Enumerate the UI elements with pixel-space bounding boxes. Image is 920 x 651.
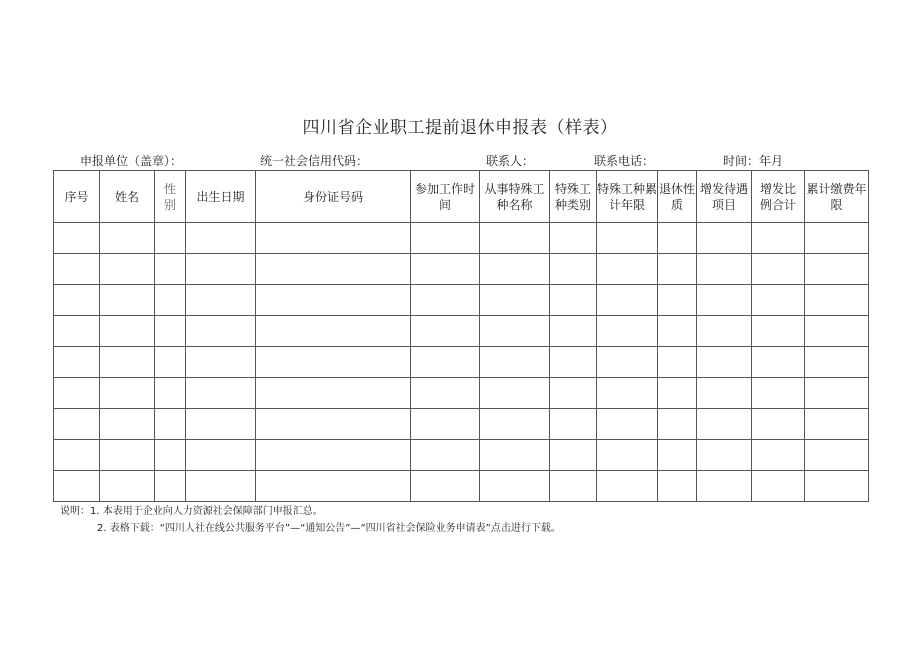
credit-code-label: 统一社会信用代码： bbox=[260, 154, 369, 168]
reporting-unit-label: 申报单位（盖章）： bbox=[80, 154, 183, 168]
table-cell[interactable] bbox=[256, 471, 411, 502]
table-cell[interactable] bbox=[697, 409, 752, 440]
table-row bbox=[54, 285, 869, 316]
table-cell[interactable] bbox=[411, 223, 480, 254]
table-cell[interactable] bbox=[480, 378, 550, 409]
table-cell[interactable] bbox=[597, 378, 658, 409]
table-header-row bbox=[54, 171, 869, 223]
table-cell[interactable] bbox=[480, 223, 550, 254]
note-2-label: 2. bbox=[97, 523, 107, 534]
col-special-job-years: 特殊工种累 计年限 bbox=[597, 171, 658, 223]
contact-phone-label: 联系电话： bbox=[594, 154, 655, 168]
table-cell[interactable] bbox=[186, 378, 256, 409]
table-cell[interactable] bbox=[550, 285, 597, 316]
col-seq: 序号 bbox=[54, 171, 100, 223]
col-id-number: 身份证号码 bbox=[256, 171, 411, 223]
table-cell[interactable] bbox=[597, 409, 658, 440]
table-row bbox=[54, 471, 869, 502]
table-cell[interactable] bbox=[805, 347, 869, 378]
table-cell[interactable] bbox=[54, 409, 100, 440]
table-row bbox=[54, 440, 869, 471]
table-cell[interactable] bbox=[752, 347, 805, 378]
table-row bbox=[54, 316, 869, 347]
table-cell[interactable] bbox=[752, 409, 805, 440]
early-retirement-table bbox=[53, 170, 869, 502]
table-cell[interactable] bbox=[658, 471, 697, 502]
table-cell[interactable] bbox=[100, 316, 155, 347]
table-cell[interactable] bbox=[54, 223, 100, 254]
table-cell[interactable] bbox=[697, 223, 752, 254]
table-row bbox=[54, 409, 869, 440]
table-row bbox=[54, 347, 869, 378]
table-cell[interactable] bbox=[480, 254, 550, 285]
table-cell[interactable] bbox=[155, 347, 186, 378]
table-cell[interactable] bbox=[100, 409, 155, 440]
table-cell[interactable] bbox=[186, 316, 256, 347]
col-increase-item: 增发待遇 项目 bbox=[697, 171, 752, 223]
table-cell[interactable] bbox=[480, 471, 550, 502]
table-body bbox=[54, 223, 869, 502]
table-cell[interactable] bbox=[697, 254, 752, 285]
note-1-label: 说明：1. bbox=[60, 506, 100, 517]
table-cell[interactable] bbox=[752, 440, 805, 471]
table-cell[interactable] bbox=[550, 254, 597, 285]
table-cell[interactable] bbox=[805, 440, 869, 471]
table-cell[interactable] bbox=[411, 409, 480, 440]
table-cell[interactable] bbox=[186, 254, 256, 285]
table-cell[interactable] bbox=[54, 471, 100, 502]
table-cell[interactable] bbox=[805, 409, 869, 440]
table-cell[interactable] bbox=[697, 440, 752, 471]
col-gender: 性 别 bbox=[155, 171, 186, 223]
table-cell[interactable] bbox=[697, 471, 752, 502]
table-cell[interactable] bbox=[100, 285, 155, 316]
table-row bbox=[54, 254, 869, 285]
table-cell[interactable] bbox=[658, 347, 697, 378]
table-cell[interactable] bbox=[155, 471, 186, 502]
table-cell[interactable] bbox=[411, 471, 480, 502]
table-cell[interactable] bbox=[697, 378, 752, 409]
table-cell[interactable] bbox=[411, 285, 480, 316]
table-cell[interactable] bbox=[550, 347, 597, 378]
col-name: 姓名 bbox=[100, 171, 155, 223]
table-cell[interactable] bbox=[100, 378, 155, 409]
table-cell[interactable] bbox=[658, 254, 697, 285]
table-cell[interactable] bbox=[658, 378, 697, 409]
table-cell[interactable] bbox=[54, 254, 100, 285]
table-cell[interactable] bbox=[100, 347, 155, 378]
date-label: 时间：年月 bbox=[723, 154, 784, 168]
col-contribution-years: 累计缴费年 限 bbox=[805, 171, 869, 223]
table-cell[interactable] bbox=[155, 440, 186, 471]
table-cell[interactable] bbox=[697, 316, 752, 347]
table-cell[interactable] bbox=[256, 440, 411, 471]
table-cell[interactable] bbox=[54, 378, 100, 409]
table-cell[interactable] bbox=[597, 254, 658, 285]
table-cell[interactable] bbox=[411, 316, 480, 347]
table-cell[interactable] bbox=[411, 347, 480, 378]
table-cell[interactable] bbox=[256, 378, 411, 409]
table-cell[interactable] bbox=[752, 285, 805, 316]
note-1 bbox=[60, 502, 323, 517]
table-cell[interactable] bbox=[411, 440, 480, 471]
table-cell[interactable] bbox=[186, 409, 256, 440]
table-cell[interactable] bbox=[752, 471, 805, 502]
table-cell[interactable] bbox=[805, 223, 869, 254]
col-work-start: 参加工作时 间 bbox=[411, 171, 480, 223]
note-1-text: 本表用于企业向人力资源社会保障部门申报汇总。 bbox=[102, 506, 323, 517]
table-cell[interactable] bbox=[597, 440, 658, 471]
note-2-text: 表格下载：“四川人社在线公共服务平台”—“通知公告”—“四川省社会保险业务申请表”点击进行下载。 bbox=[109, 523, 561, 534]
table-cell[interactable] bbox=[480, 285, 550, 316]
table-cell[interactable] bbox=[155, 254, 186, 285]
table-cell[interactable] bbox=[480, 347, 550, 378]
table-cell[interactable] bbox=[550, 316, 597, 347]
table-cell[interactable] bbox=[100, 223, 155, 254]
table-cell[interactable] bbox=[550, 471, 597, 502]
table-cell[interactable] bbox=[256, 409, 411, 440]
col-special-job-category: 特殊工 种类别 bbox=[550, 171, 597, 223]
table-cell[interactable] bbox=[550, 378, 597, 409]
table-cell[interactable] bbox=[597, 223, 658, 254]
table-cell[interactable] bbox=[480, 440, 550, 471]
table-cell[interactable] bbox=[186, 347, 256, 378]
table-cell[interactable] bbox=[697, 347, 752, 378]
table-cell[interactable] bbox=[411, 378, 480, 409]
table-cell[interactable] bbox=[658, 285, 697, 316]
table-cell[interactable] bbox=[480, 316, 550, 347]
table-cell[interactable] bbox=[597, 347, 658, 378]
table-cell[interactable] bbox=[480, 409, 550, 440]
table-cell[interactable] bbox=[256, 285, 411, 316]
table-cell[interactable] bbox=[550, 223, 597, 254]
table-cell[interactable] bbox=[658, 223, 697, 254]
table-row bbox=[54, 378, 869, 409]
table-cell[interactable] bbox=[805, 316, 869, 347]
table-cell[interactable] bbox=[752, 254, 805, 285]
table-cell[interactable] bbox=[805, 471, 869, 502]
table-cell[interactable] bbox=[805, 254, 869, 285]
table-cell[interactable] bbox=[658, 316, 697, 347]
table-cell[interactable] bbox=[550, 409, 597, 440]
table-cell[interactable] bbox=[100, 254, 155, 285]
col-special-job-name: 从事特殊工 种名称 bbox=[480, 171, 550, 223]
table-cell[interactable] bbox=[697, 285, 752, 316]
form-title: 四川省企业职工提前退休申报表（样表） bbox=[302, 118, 618, 138]
table-cell[interactable] bbox=[597, 471, 658, 502]
col-increase-ratio: 增发比 例合计 bbox=[752, 171, 805, 223]
table-cell[interactable] bbox=[155, 378, 186, 409]
table-cell[interactable] bbox=[54, 440, 100, 471]
contact-person-label: 联系人： bbox=[486, 154, 535, 168]
table-cell[interactable] bbox=[186, 285, 256, 316]
table-cell[interactable] bbox=[186, 440, 256, 471]
table-cell[interactable] bbox=[805, 285, 869, 316]
table-cell[interactable] bbox=[100, 440, 155, 471]
table-cell[interactable] bbox=[597, 285, 658, 316]
table-cell[interactable] bbox=[186, 471, 256, 502]
table-cell[interactable] bbox=[752, 223, 805, 254]
table-cell[interactable] bbox=[658, 409, 697, 440]
note-2 bbox=[97, 519, 561, 534]
table-cell[interactable] bbox=[186, 223, 256, 254]
table-cell[interactable] bbox=[411, 254, 480, 285]
table-cell[interactable] bbox=[155, 285, 186, 316]
table-cell[interactable] bbox=[805, 378, 869, 409]
table-cell[interactable] bbox=[54, 285, 100, 316]
table-cell[interactable] bbox=[597, 316, 658, 347]
table-cell[interactable] bbox=[256, 254, 411, 285]
table-cell[interactable] bbox=[256, 347, 411, 378]
table-cell[interactable] bbox=[550, 440, 597, 471]
table-cell[interactable] bbox=[54, 316, 100, 347]
table-row bbox=[54, 223, 869, 254]
table-cell[interactable] bbox=[155, 316, 186, 347]
table-cell[interactable] bbox=[155, 409, 186, 440]
col-retirement-type: 退休性 质 bbox=[658, 171, 697, 223]
table-cell[interactable] bbox=[752, 316, 805, 347]
table-cell[interactable] bbox=[100, 471, 155, 502]
table-cell[interactable] bbox=[256, 223, 411, 254]
table-cell[interactable] bbox=[256, 316, 411, 347]
table-cell[interactable] bbox=[752, 378, 805, 409]
table-cell[interactable] bbox=[155, 223, 186, 254]
table-cell[interactable] bbox=[54, 347, 100, 378]
col-birth-date: 出生日期 bbox=[186, 171, 256, 223]
table-cell[interactable] bbox=[658, 440, 697, 471]
